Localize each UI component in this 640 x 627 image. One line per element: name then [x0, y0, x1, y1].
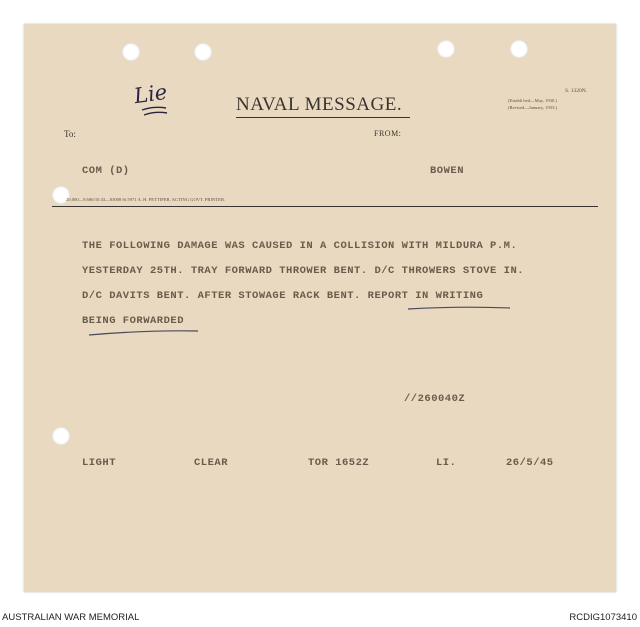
from-value: BOWEN: [430, 165, 465, 177]
to-label: To:: [64, 129, 76, 139]
punch-hole: [194, 43, 212, 61]
time-of-receipt: TOR 1652Z: [308, 457, 370, 469]
punch-hole: [122, 43, 140, 61]
header-rule: [52, 206, 598, 207]
message-line: BEING FORWARDED: [82, 315, 185, 327]
initials-underline-icon: [140, 104, 170, 120]
punch-hole: [52, 427, 70, 445]
date-time-group: //260040Z: [404, 393, 466, 405]
form-number: S. 1320N.: [565, 88, 588, 94]
operator-initials: LI.: [436, 457, 457, 469]
from-label: FROM:: [374, 129, 402, 138]
title-underline: [236, 117, 410, 118]
message-line: YESTERDAY 25TH. TRAY FORWARD THROWER BENT. D/C THROWERS STOVE IN.: [82, 265, 525, 277]
form-established: (Establi hed—May, 1930.): [508, 98, 557, 103]
message-line: THE FOLLOWING DAMAGE WAS CAUSED IN A COLLISION WITH MILDURA P.M.: [82, 240, 518, 252]
punch-hole: [437, 40, 455, 58]
handwritten-underline-icon: [86, 327, 204, 339]
handwritten-underline-icon: [405, 303, 515, 313]
punch-hole: [510, 40, 528, 58]
to-value: COM (D): [82, 165, 130, 177]
form-revised: (Revised—January, 1933.): [508, 105, 558, 110]
archive-label: AUSTRALIAN WAR MEMORIAL: [2, 612, 140, 623]
handwritten-initials: Lie: [132, 79, 169, 109]
message-line: D/C DAVITS BENT. AFTER STOWAGE RACK BENT. REPORT IN WRITING: [82, 290, 484, 302]
precedence: LIGHT: [82, 457, 117, 469]
message-date: 26/5/45: [506, 457, 554, 469]
form-title: NAVAL MESSAGE.: [236, 94, 403, 115]
archive-id: RCDIG1073410: [569, 612, 637, 623]
classification: CLEAR: [194, 457, 229, 469]
printer-line: 20,000—8.686/10.43—83008 St 5971 A. H. PETTIFER, ACTING GOVT. PRINTER.: [66, 197, 226, 202]
